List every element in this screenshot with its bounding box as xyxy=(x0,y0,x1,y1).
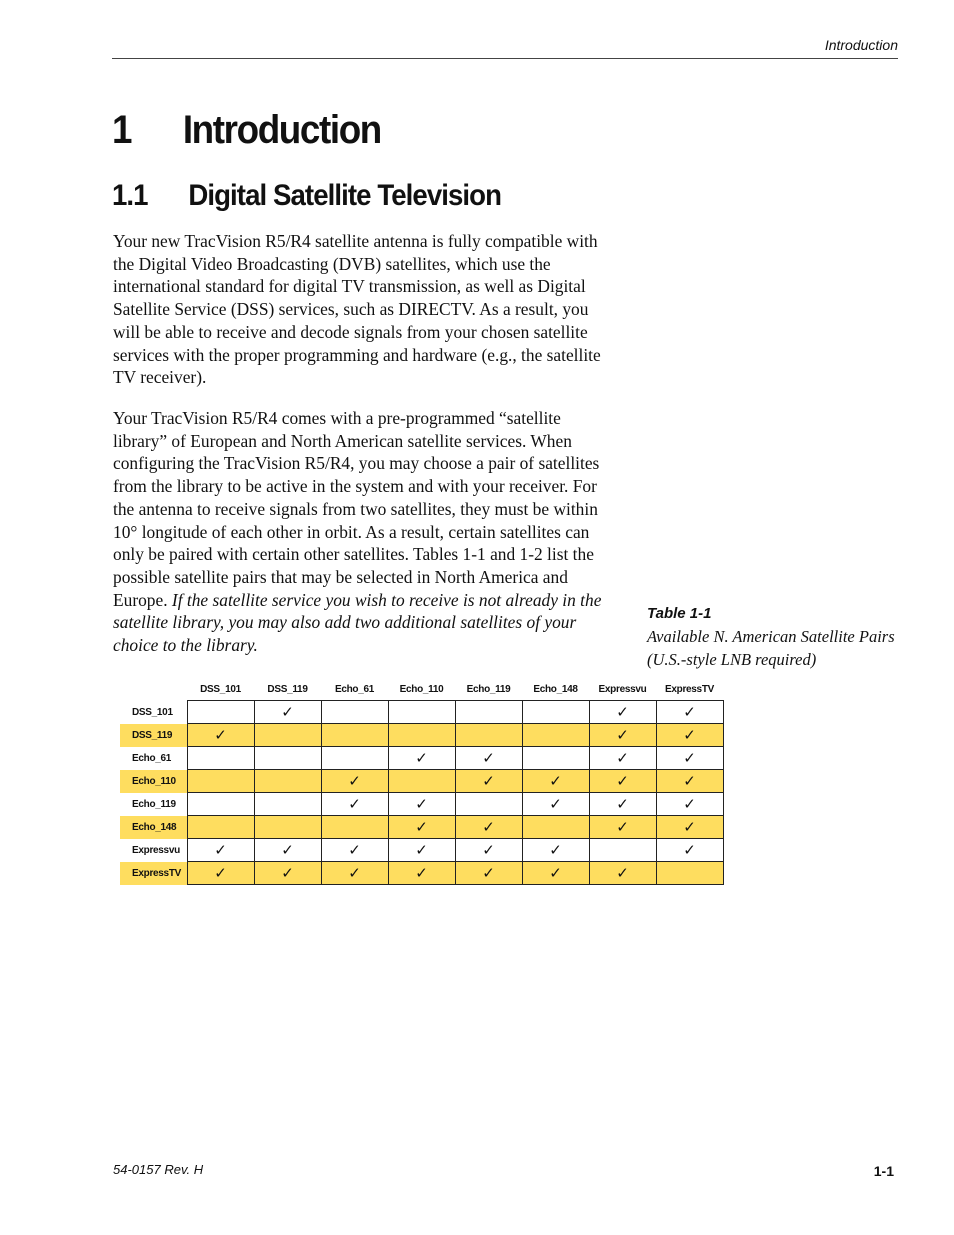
table-cell: ✓ xyxy=(187,862,254,885)
table-cell xyxy=(455,793,522,816)
table-cell: ✓ xyxy=(656,770,723,793)
table-cell xyxy=(455,701,522,724)
row-header: DSS_119 xyxy=(120,724,187,747)
table-cell: ✓ xyxy=(589,724,656,747)
running-header xyxy=(112,36,898,59)
table-cell xyxy=(522,816,589,839)
paragraph-2-italic-note: If the satellite service you wish to receive is not already in the satellite library, you may also add two additional satellites of your choice to the library. xyxy=(113,589,602,656)
table-cell: ✓ xyxy=(455,816,522,839)
table-cell: ✓ xyxy=(656,724,723,747)
column-header: DSS_119 xyxy=(267,683,308,695)
table-cell xyxy=(187,770,254,793)
column-header: DSS_101 xyxy=(200,683,241,695)
table-cell: ✓ xyxy=(589,701,656,724)
table-header-row xyxy=(120,678,723,701)
table-caption xyxy=(647,603,907,671)
table-cell xyxy=(187,747,254,770)
table-cell: ✓ xyxy=(656,747,723,770)
column-header: Echo_119 xyxy=(466,683,511,695)
table-cell: ✓ xyxy=(656,816,723,839)
section-number: 1.1 xyxy=(112,179,148,212)
chapter-number: 1 xyxy=(112,108,132,152)
table-cell: ✓ xyxy=(388,793,455,816)
table-cell xyxy=(321,701,388,724)
table-cell: ✓ xyxy=(388,862,455,885)
row-header: Echo_110 xyxy=(120,770,187,793)
table-cell: ✓ xyxy=(589,793,656,816)
column-header: Expressvu xyxy=(598,683,647,695)
table-row xyxy=(120,701,723,724)
column-header: Echo_148 xyxy=(533,683,578,695)
table-row xyxy=(120,793,723,816)
table-cell: ✓ xyxy=(455,862,522,885)
running-header-title: Introduction xyxy=(824,37,898,53)
row-header: Echo_148 xyxy=(120,816,187,839)
chapter-title-text: Introduction xyxy=(182,108,381,152)
column-header: ExpressTV xyxy=(665,683,714,695)
table-caption-text: Available N. American Satellite Pairs (U.S.-style LNB required) xyxy=(647,627,895,669)
table-cell: ✓ xyxy=(254,839,321,862)
table-cell: ✓ xyxy=(656,701,723,724)
table-cell: ✓ xyxy=(321,793,388,816)
table-cell xyxy=(522,724,589,747)
table-cell: ✓ xyxy=(522,770,589,793)
table-caption-label: Table 1-1 xyxy=(647,605,712,622)
table-cell xyxy=(455,724,522,747)
table-cell: ✓ xyxy=(254,862,321,885)
table-cell: ✓ xyxy=(254,701,321,724)
table-cell xyxy=(254,747,321,770)
table-cell xyxy=(388,701,455,724)
document-number: 54-0157 Rev. H xyxy=(113,1162,204,1177)
row-header: Echo_61 xyxy=(132,752,172,764)
section-title-text: Digital Satellite Television xyxy=(188,179,502,212)
table-cell: ✓ xyxy=(187,839,254,862)
chapter-title xyxy=(112,104,381,156)
table-cell xyxy=(388,724,455,747)
table-cell: ✓ xyxy=(656,793,723,816)
column-header: Echo_61 xyxy=(334,683,375,695)
table-cell: ✓ xyxy=(589,816,656,839)
table-body xyxy=(120,701,723,885)
table-row xyxy=(120,770,723,793)
table-cell: ✓ xyxy=(455,770,522,793)
table-cell xyxy=(321,724,388,747)
section-title xyxy=(112,177,501,215)
table-cell xyxy=(522,701,589,724)
table-cell xyxy=(254,793,321,816)
row-header: Echo_119 xyxy=(132,798,176,810)
table-cell: ✓ xyxy=(455,747,522,770)
table-cell: ✓ xyxy=(187,724,254,747)
table-corner-cell xyxy=(120,678,187,701)
table-cell xyxy=(254,816,321,839)
table-cell xyxy=(254,770,321,793)
table-cell: ✓ xyxy=(522,793,589,816)
table-cell: ✓ xyxy=(321,862,388,885)
table-cell: ✓ xyxy=(656,839,723,862)
table-row xyxy=(120,839,723,862)
table-cell xyxy=(321,816,388,839)
row-header: ExpressTV xyxy=(120,862,187,885)
table-cell: ✓ xyxy=(589,862,656,885)
table-cell xyxy=(388,770,455,793)
column-header: Echo_110 xyxy=(399,683,444,695)
table-cell xyxy=(187,793,254,816)
body-paragraph-2 xyxy=(113,407,613,657)
table-cell: ✓ xyxy=(388,839,455,862)
table-row xyxy=(120,724,723,747)
page-number: 1-1 xyxy=(873,1163,894,1179)
table-cell: ✓ xyxy=(522,839,589,862)
row-header: DSS_101 xyxy=(132,706,173,718)
table-cell xyxy=(656,862,723,885)
table-cell xyxy=(522,747,589,770)
body-paragraph-1: Your new TracVision R5/R4 satellite antenna is fully compatible with the Digital Video Broadcasting (DVB) satellites, which use the international standard for digital TV transmission, as well as Digital Satellite Service (DSS) services, such as DIRECTV. As a result, you will be able to receive and decode signals from your chosen satellite services with the proper programming and hardware (e.g., the satellite TV receiver). xyxy=(113,231,601,388)
table-row xyxy=(120,816,723,839)
table-cell xyxy=(589,839,656,862)
row-header: Expressvu xyxy=(132,844,180,856)
table-cell: ✓ xyxy=(321,839,388,862)
table-cell: ✓ xyxy=(321,770,388,793)
paragraph-2-text: Your TracVision R5/R4 comes with a pre-programmed “satellite library” of European and North American satellite services. When configuring the TracVision R5/R4, you may choose a pair of satellites from the library to be active in the system and with your receiver. For the antenna to receive signals from two satellites, they must be within 10° longitude of each other in orbit. As a result, certain satellites can only be paired with certain other satellites. Tables 1-1 and 1-2 list the possible satellite pairs that may be selected in North America and Europe. xyxy=(113,408,600,610)
table-cell xyxy=(254,724,321,747)
table-cell: ✓ xyxy=(388,816,455,839)
table-cell xyxy=(187,701,254,724)
table-cell xyxy=(187,816,254,839)
satellite-pairs-table xyxy=(120,678,724,885)
table-row xyxy=(120,862,723,885)
table-cell: ✓ xyxy=(388,747,455,770)
table-cell: ✓ xyxy=(522,862,589,885)
table-cell: ✓ xyxy=(455,839,522,862)
table-cell: ✓ xyxy=(589,747,656,770)
table-cell: ✓ xyxy=(589,770,656,793)
table-row xyxy=(120,747,723,770)
table-cell xyxy=(321,747,388,770)
